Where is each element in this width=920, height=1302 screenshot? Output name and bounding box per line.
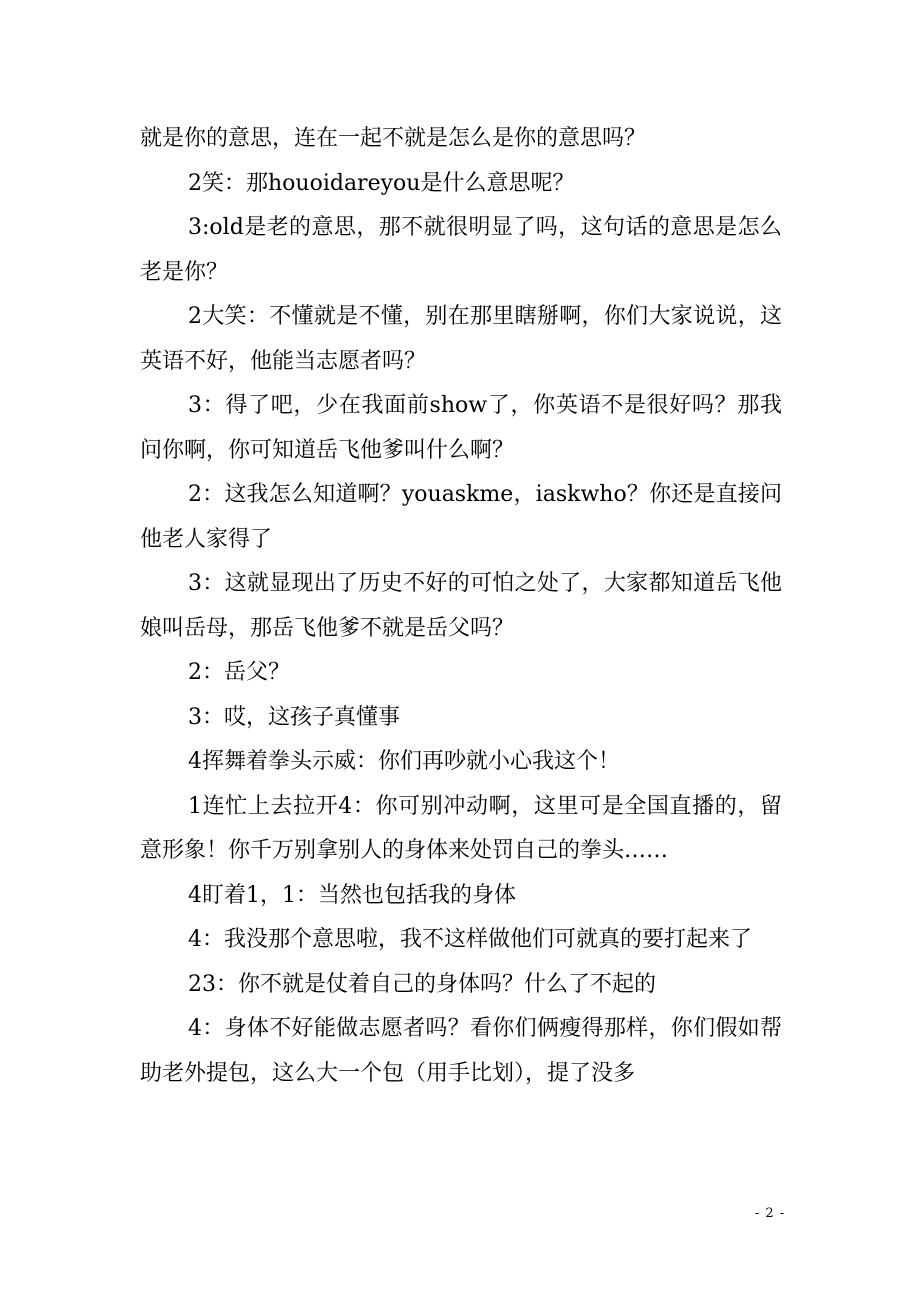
page-number: - 2 -: [754, 1206, 786, 1221]
paragraph-4: 2大笑：不懂就是不懂，别在那里瞎掰啊，你们大家说说，这英语不好，他能当志愿者吗？: [140, 304, 782, 374]
paragraph-8: 2：岳父？: [188, 660, 290, 685]
paragraph-15: 4：身体不好能做志愿者吗？看你们俩瘦得那样，你们假如帮助老外提包，这么大一个包（用手比划），提了没多: [140, 1016, 782, 1086]
paragraph-6: 2：这我怎么知道啊？youaskme，iaskwho？你还是直接问他老人家得了: [140, 482, 782, 552]
paragraph-7: 3：这就显现出了历史不好的可怕之处了，大家都知道岳飞他娘叫岳母，那岳飞他爹不就是岳父吗？: [140, 571, 782, 641]
paragraph-14: 23：你不就是仗着自己的身体吗？什么了不起的: [188, 971, 656, 997]
paragraph-3: 3:old是老的意思，那不就很明显了吗，这句话的意思是怎么老是你？: [140, 215, 782, 285]
paragraph-1: 就是你的意思，连在一起不就是怎么是你的意思吗？: [140, 126, 647, 151]
paragraph-13: 4：我没那个意思啦，我不这样做他们可就真的要打起来了: [188, 927, 752, 952]
paragraph-11: 1连忙上去拉开4：你可别冲动啊，这里可是全国直播的，留意形象！你千万别拿别人的身体来处罚自己的拳头……: [140, 793, 782, 863]
paragraph-5: 3：得了吧，少在我面前show了，你英语不是很好吗？那我问你啊，你可知道岳飞他爹叫什么啊？: [140, 393, 782, 463]
paragraph-10: 4挥舞着拳头示威：你们再吵就小心我这个！: [188, 749, 620, 774]
paragraph-12: 4盯着1，1：当然也包括我的身体: [188, 882, 516, 908]
paragraph-2: 2笑：那houoidareyou是什么意思呢？: [188, 170, 575, 196]
paragraph-9: 3：哎，这孩子真懂事: [188, 704, 400, 730]
document-body: [140, 117, 782, 1096]
